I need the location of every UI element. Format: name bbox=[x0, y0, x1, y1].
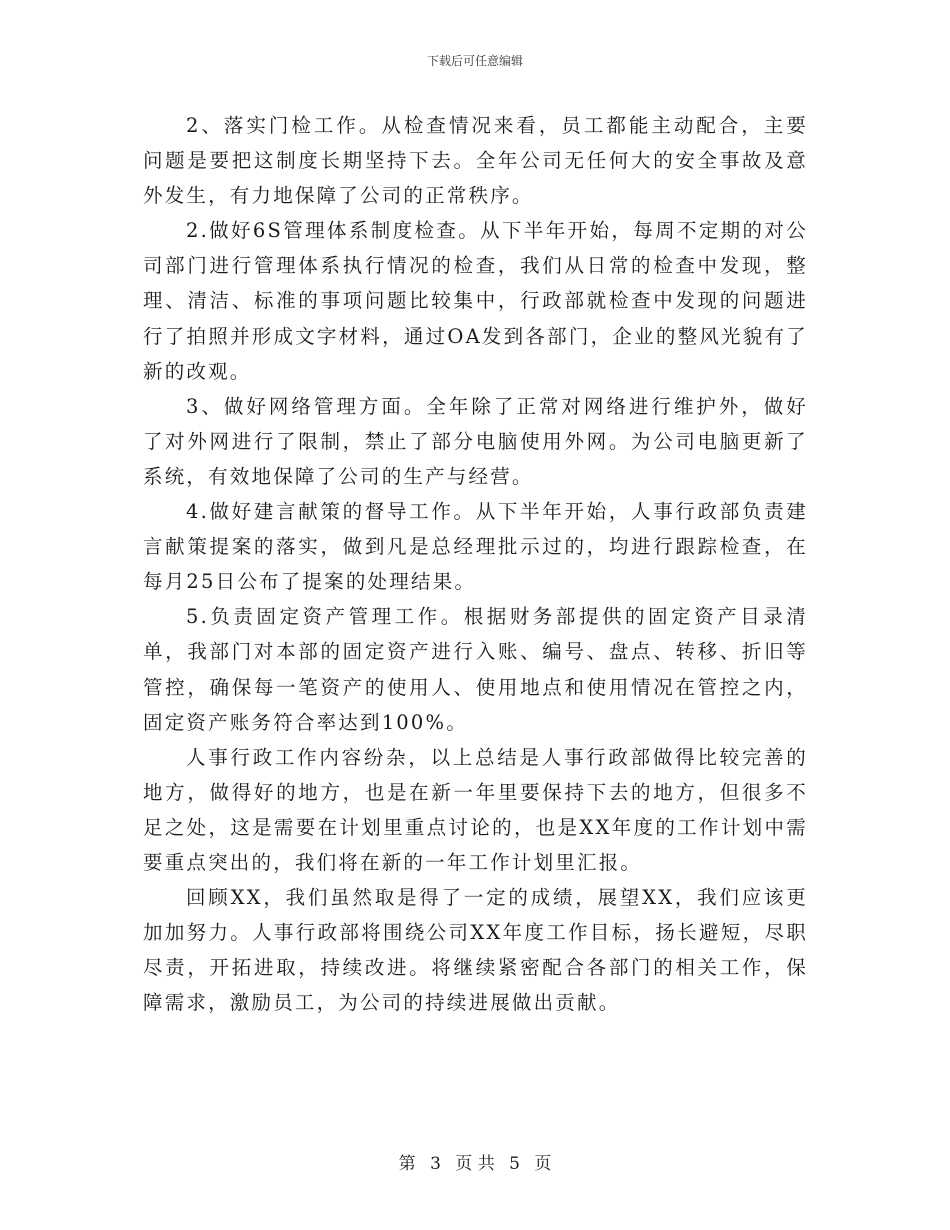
paragraph-door-check: 2、落实门检工作。从检查情况来看，员工都能主动配合，主要问题是要把这制度长期坚持下去。全年公司无任何大的安全事故及意外发生，有力地保障了公司的正常秩序。 bbox=[143, 114, 808, 208]
footer-total-pages: 5 bbox=[509, 1154, 520, 1174]
page-header bbox=[0, 53, 950, 69]
document-body bbox=[143, 108, 808, 1020]
paragraph-summary: 人事行政工作内容纷杂，以上总结是人事行政部做得比较完善的地方，做得好的地方，也是在新一年里要保持下去的地方，但很多不足之处，这是需要在计划里重点讨论的，也是XX年度的工作计划中需要重点突出的，我们将在新的一年工作计划里汇报。 bbox=[143, 745, 808, 874]
paragraph-network-management: 3、做好网络管理方面。全年除了正常对网络进行维护外，做好了对外网进行了限制，禁止了部分电脑使用外网。为公司电脑更新了系统，有效地保障了公司的生产与经营。 bbox=[143, 394, 808, 488]
paragraph-suggestions: 4.做好建言献策的督导工作。从下半年开始，人事行政部负责建言献策提案的落实，做到凡是总经理批示过的，均进行跟踪检查，在每月25日公布了提案的处理结果。 bbox=[143, 500, 808, 594]
paragraph-6s-inspection: 2.做好6S管理体系制度检查。从下半年开始，每周不定期的对公司部门进行管理体系执行情况的检查，我们从日常的检查中发现，整理、清洁、标准的事项问题比较集中，行政部就检查中发现的问题进行了拍照并形成文字材料，通过OA发到各部门，企业的整风光貌有了新的改观。 bbox=[143, 219, 808, 383]
footer-suffix: 页 bbox=[534, 1154, 552, 1174]
footer-middle: 页 共 bbox=[455, 1154, 495, 1174]
footer-prefix: 第 bbox=[398, 1154, 416, 1174]
page-footer bbox=[0, 1153, 950, 1175]
paragraph-fixed-assets: 5.负责固定资产管理工作。根据财务部提供的固定资产目录清单，我部门对本部的固定资产进行入账、编号、盘点、转移、折旧等管控，确保每一笔资产的使用人、使用地点和使用情况在管控之内，固定资产账务符合率达到100%。 bbox=[143, 605, 808, 734]
paragraph-outlook: 回顾XX，我们虽然取是得了一定的成绩，展望XX，我们应该更加加努力。人事行政部将围绕公司XX年度工作目标，扬长避短，尽职尽责，开拓进取，持续改进。将继续紧密配合各部门的相关工作，保障需求，激励员工，为公司的持续进展做出贡献。 bbox=[143, 886, 808, 1015]
footer-current-page: 3 bbox=[430, 1154, 441, 1174]
header-text: 下载后可任意编辑 bbox=[426, 54, 523, 68]
